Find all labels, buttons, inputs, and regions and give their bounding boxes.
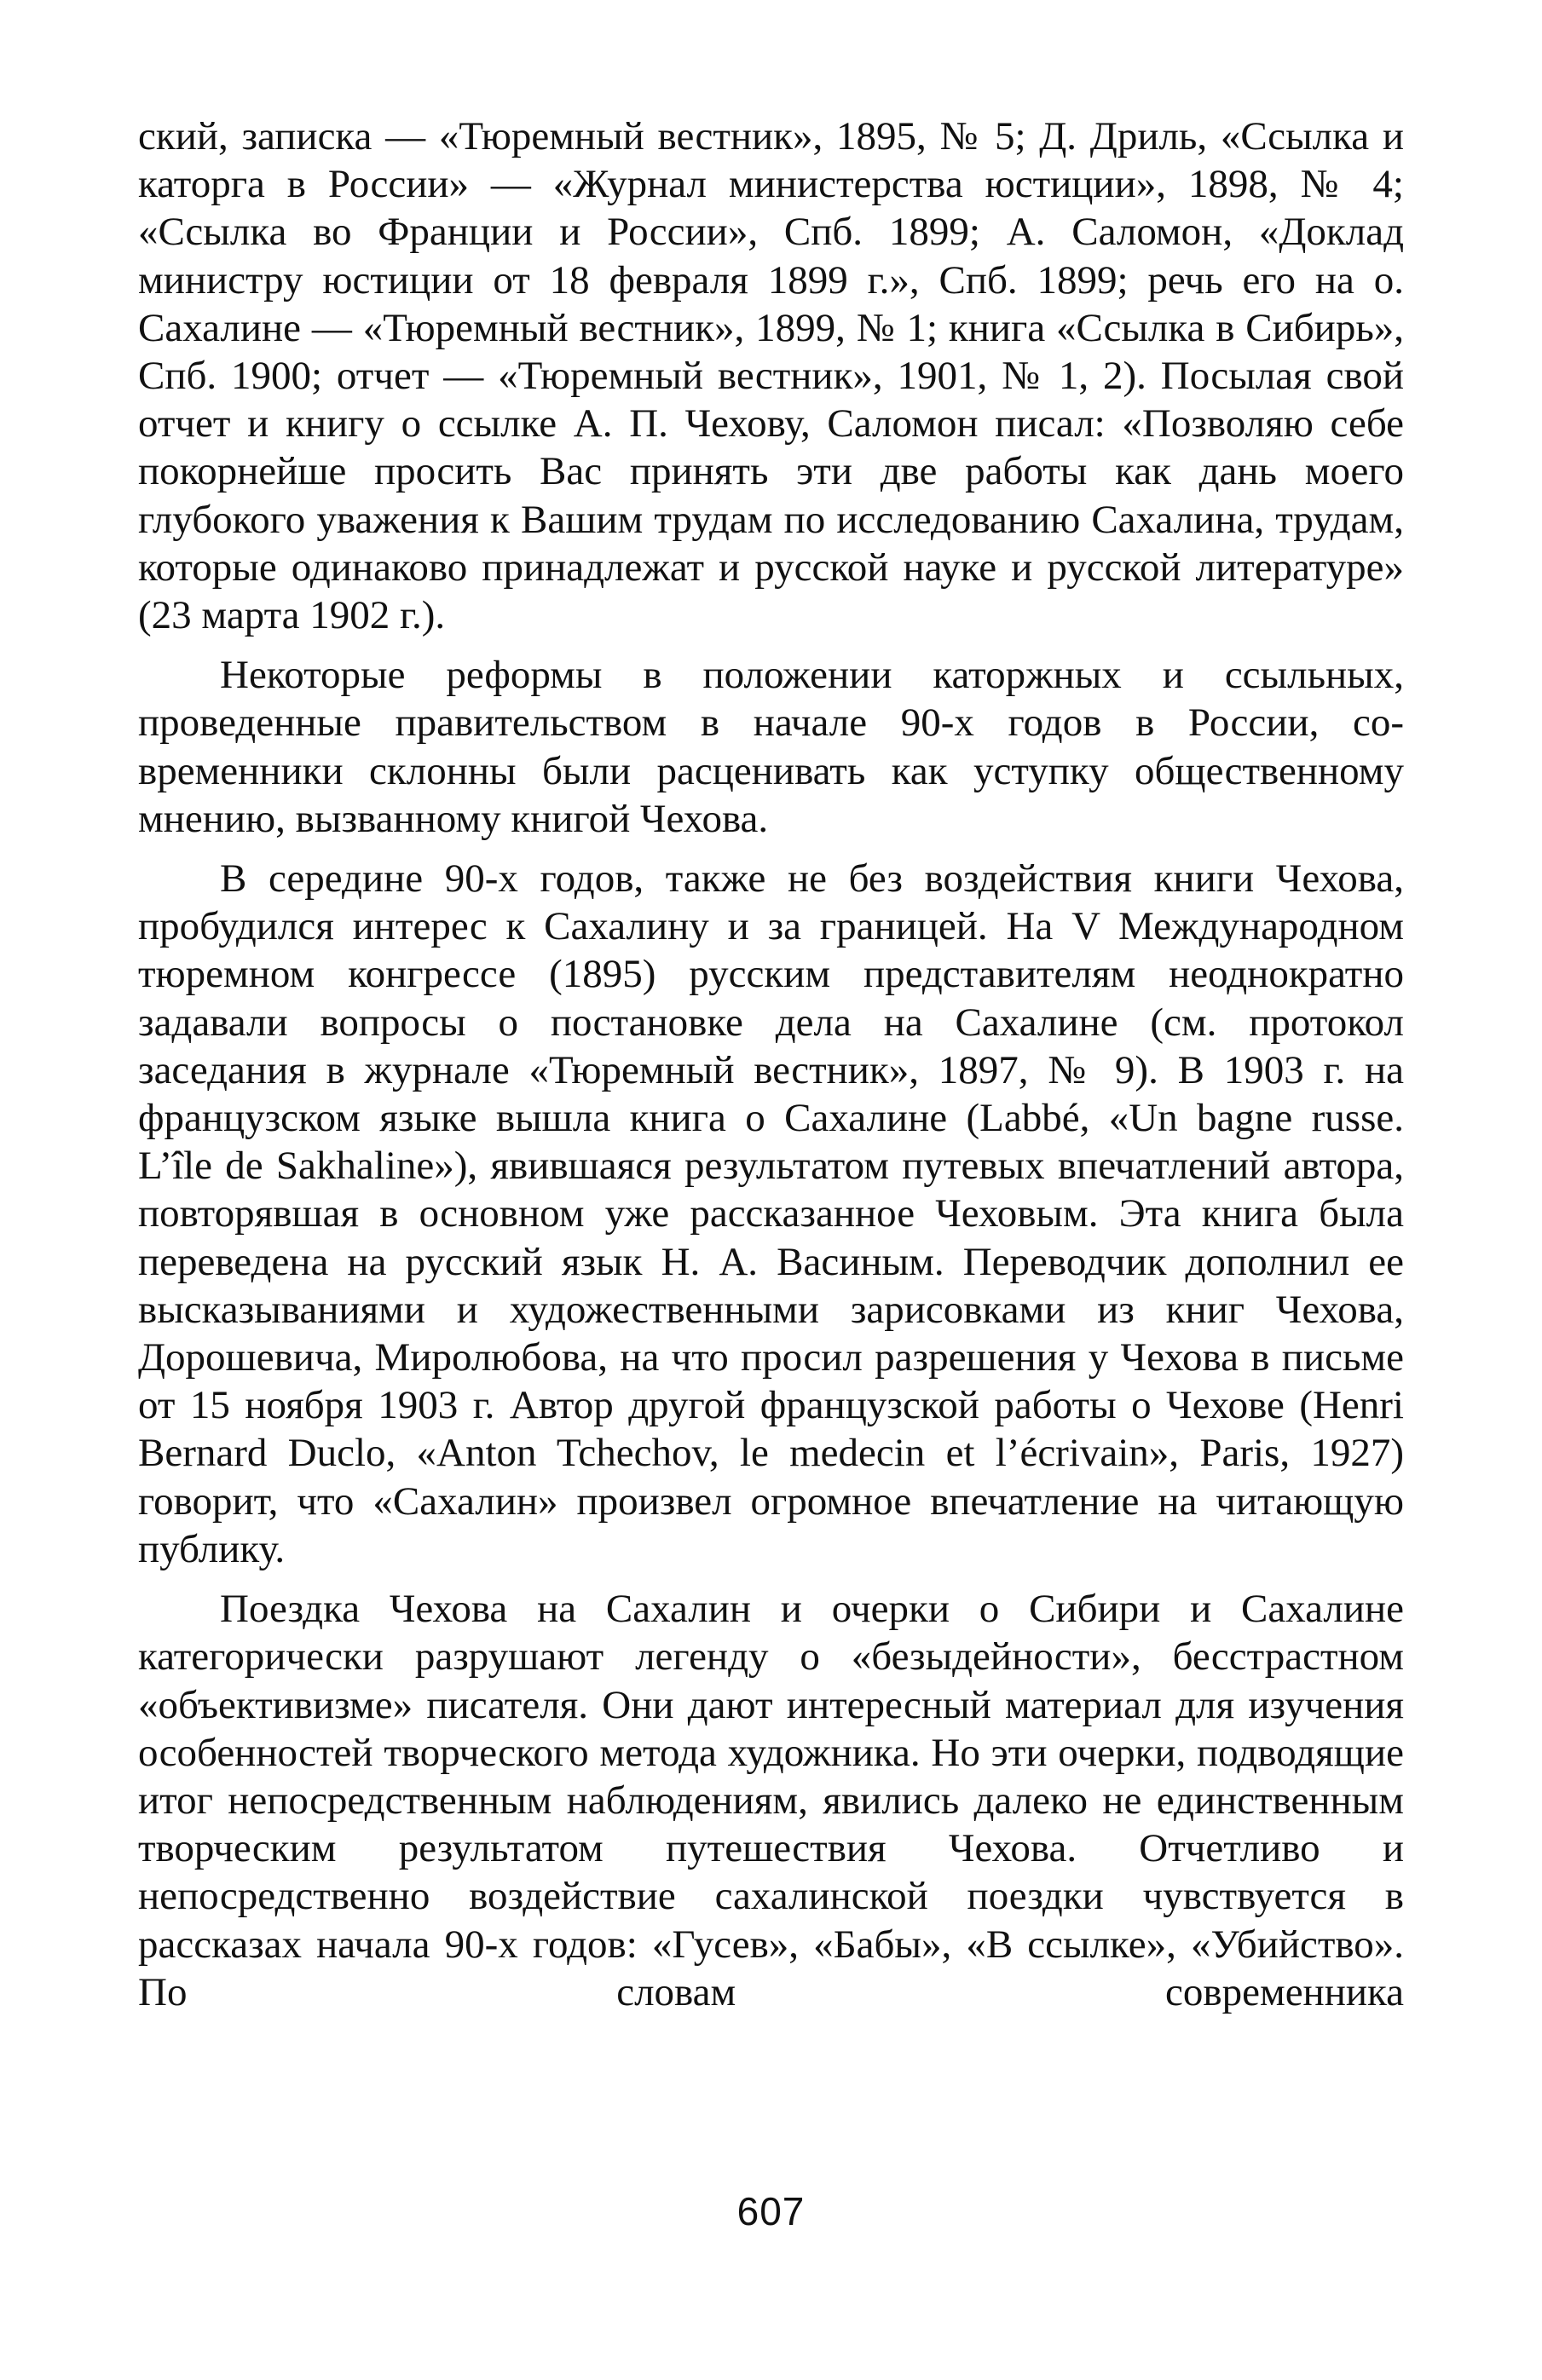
- page-number: 607: [736, 2189, 806, 2233]
- paragraph-4: Поездка Чехова на Сахалин и очерки о Сибири и Сахалине категорически разрушают легенду о «безыдейности», бесстрастном «объективизме» писателя. Они дают интересный материал для изучения особенностей творческого метода художника. Но эти очерки, подводящие итог непосредственным наблюдениям, явились далеко не единственным творческим результатом путешествия Чехова. Отчетливо и непосредственно воздействие сахалинской поездки чувствуется в рассказах начала 90-х годов: «Гусев», «Бабы», «В ссылке», «Убийство». По словам современника: [138, 1587, 1404, 2014]
- page-body: [138, 112, 1404, 2016]
- paragraph-1: ский, записка — «Тюремный вестник», 1895, № 5; Д. Дриль, «Ссылка и каторга в России» — «Журнал министерства юстиции», 1898, № 4; «Ссылка во Франции и России», Спб. 1899; А. Саломон, «Доклад министру юстиции от 18 февраля 1899 г.», Спб. 1899; речь его на о. Сахалине — «Тюремный вестник», 1899, № 1; книга «Ссылка в Сибирь», Спб. 1900; отчет — «Тюремный вестник», 1901, № 1, 2). Посылая свой отчет и книгу о ссылке А. П. Чехову, Саломон писал: «Позволяю себе покорнейше просить Вас принять эти две работы как дань моего глубокого уважения к Вашим трудам по исследованию Сахалина, трудам, которые одинаково принадлежат и русской науке и русской литературе» (23 марта 1902 г.).: [138, 114, 1404, 638]
- paragraph-2: Некоторые реформы в положении каторжных и ссыльных, проведенные правительством в начале 90-х годов в России, современники склонны были расценивать как уступку общественному мнению, вызванному книгой Чехова.: [138, 653, 1404, 841]
- paragraph-3: В середине 90-х годов, также не без воздействия книги Чехова, пробудился интерес к Сахалину и за границей. На V Международном тюремном конгрессе (1895) русским представителям неоднократно задавали вопросы о постановке дела на Сахалине (см. протокол заседания в журнале «Тюремный вестник», 1897, № 9). В 1903 г. на французском языке вышла книга о Сахалине (Labbé, «Un bagne russe. L’île de Sakhaline»), явившаяся результатом путевых впечатлений автора, повторявшая в основном уже рассказанное Чеховым. Эта книга была переведена на русский язык Н. А. Васиным. Переводчик дополнил ее высказываниями и художественными зарисовками из книг Чехова, Дорошевича, Миролюбова, на что просил разрешения у Чехова в письме от 15 ноября 1903 г. Автор другой французской работы о Чехове (Henri Bernard Duclo, «Anton Tchechov, le medecin et l’écrivain», Paris, 1927) говорит, что «Сахалин» произвел огромное впечатление на читающую публику.: [138, 856, 1404, 1571]
